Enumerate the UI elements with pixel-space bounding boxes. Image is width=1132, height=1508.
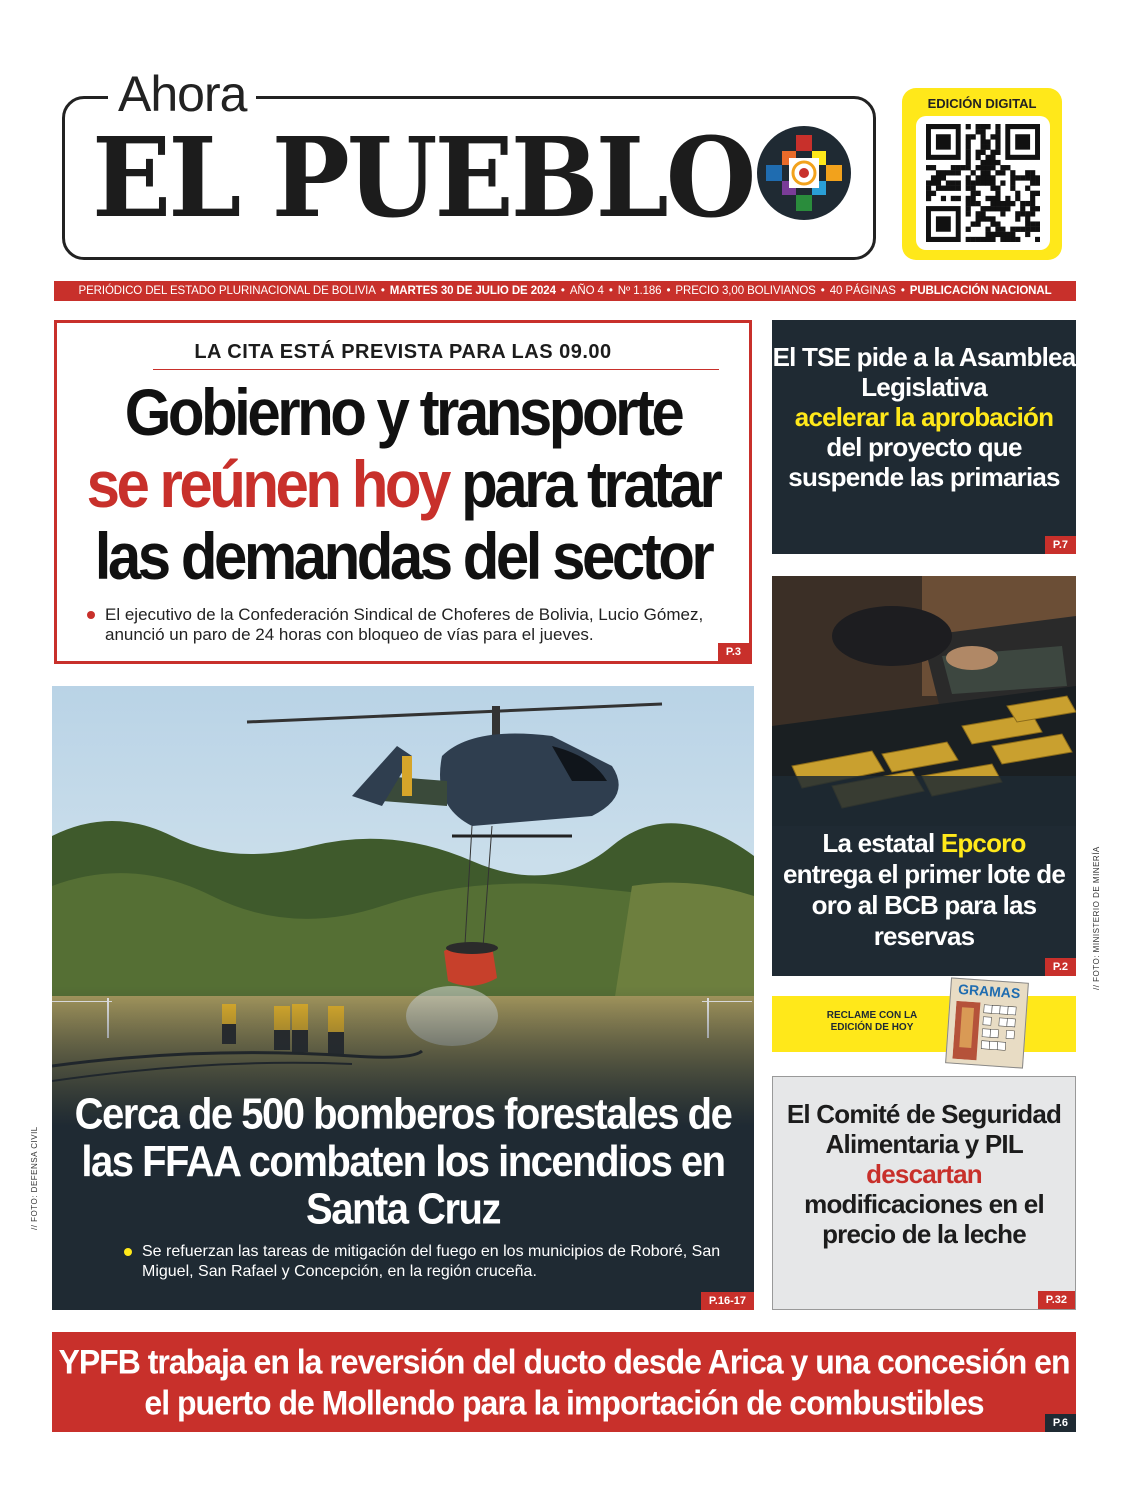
lead-summary: El ejecutivo de la Confederación Sindical de Choferes de Bolivia, Lucio Gómez, anunció un paro de 24 horas con bloqueo de vías para el jueves.	[87, 605, 727, 645]
ypfb-page-ref[interactable]: P.6	[1045, 1414, 1076, 1432]
milk-headline: El Comité de Seguridad Alimentaria y PIL descartan modificaciones en el precio de la leche	[786, 1099, 1062, 1249]
lead-headline-highlight: se reúnen hoy	[86, 447, 448, 522]
fires-summary: Se refuerzan las tareas de mitigación del fuego en los municipios de Roboré, San Miguel, San Rafael y Concepción, en la región cruceña.	[124, 1242, 724, 1282]
gramas-promo[interactable]	[772, 980, 1076, 1052]
gold-highlight: Epcoro	[940, 828, 1026, 858]
masthead-ahora: Ahora	[108, 64, 256, 124]
edition-number: Nº 1.186	[617, 285, 662, 297]
edition-scope: PUBLICACIÓN NACIONAL	[909, 285, 1052, 297]
lead-divider	[153, 369, 719, 370]
tse-headline: El TSE pide a la Asamblea Legislativa acelerar la aprobación del proyecto que suspende las primarias	[772, 342, 1076, 492]
photo-credit-gold: // FOTO: MINISTERIO DE MINERÍA	[1092, 846, 1101, 990]
helicopter-photo	[52, 686, 754, 1126]
edition-date: MARTES 30 DE JULIO DE 2024	[389, 285, 556, 297]
lead-story[interactable]	[54, 320, 752, 664]
gold-page-ref[interactable]: P.2	[1045, 958, 1076, 976]
gramas-magazine-cover	[945, 977, 1029, 1068]
gold-headline: La estatal Epcoro entrega el primer lote de oro al BCB para las reservas	[783, 828, 1065, 951]
ypfb-story[interactable]	[52, 1332, 1076, 1432]
magazine-crossword-icon	[952, 1001, 1020, 1063]
tse-story[interactable]	[772, 320, 1076, 554]
tse-page-ref[interactable]: P.7	[1045, 536, 1076, 554]
magazine-title: GRAMAS	[957, 980, 1021, 1002]
edition-info-bar: PERIÓDICO DEL ESTADO PLURINACIONAL DE BOLIVIA • MARTES 30 DE JULIO DE 2024 • AÑO 4 • Nº 1.186 • PRECIO 3,00 BOLIVIANOS • 40 PÁGINAS • PUBLICACIÓN NACIONAL	[54, 281, 1076, 301]
promo-text: RECLAME CON LA EDICIÓN DE HOY	[826, 1010, 918, 1033]
lead-headline-line2: se reúnen hoy para tratar	[86, 447, 720, 522]
digital-edition-qr[interactable]	[902, 88, 1062, 260]
publisher-text: PERIÓDICO DEL ESTADO PLURINACIONAL DE BOLIVIA	[78, 285, 376, 297]
gold-story[interactable]	[772, 576, 1076, 976]
tse-highlight: acelerar la aprobación	[794, 402, 1054, 432]
photo-credit-fires: // FOTO: DEFENSA CIVIL	[30, 1126, 39, 1230]
chakana-emblem-icon	[756, 125, 852, 221]
fires-page-ref[interactable]: P.16-17	[701, 1292, 754, 1310]
fires-headline: Cerca de 500 bomberos forestales de las FFAA combaten los incendios en Santa Cruz	[74, 1090, 732, 1234]
milk-story[interactable]	[772, 1076, 1076, 1310]
milk-page-ref[interactable]: P.32	[1038, 1291, 1075, 1309]
fires-story[interactable]	[52, 686, 754, 1310]
qr-code-icon	[926, 124, 1040, 242]
masthead-title[interactable]: EL PUEBLO	[92, 112, 754, 243]
lead-headline-line3: las demandas del sector	[94, 519, 712, 594]
ypfb-headline: YPFB trabaja en la reversión del ducto desde Arica y una concesión en el puerto de Mollendo para la importación de combustibles	[58, 1342, 1070, 1422]
lead-headline-line1: Gobierno y transporte	[124, 375, 682, 450]
edition-year: AÑO 4	[569, 285, 604, 297]
lead-page-ref[interactable]: P.3	[718, 643, 749, 661]
lead-kicker: LA CITA ESTÁ PREVISTA PARA LAS 09.00	[194, 341, 612, 363]
qr-label: EDICIÓN DIGITAL	[927, 96, 1037, 111]
edition-pages: 40 PÁGINAS	[829, 285, 896, 297]
edition-price: PRECIO 3,00 BOLIVIANOS	[675, 285, 816, 297]
qr-code-panel	[916, 116, 1050, 250]
gold-bars-photo	[772, 576, 1076, 826]
milk-highlight: descartan	[866, 1159, 982, 1189]
